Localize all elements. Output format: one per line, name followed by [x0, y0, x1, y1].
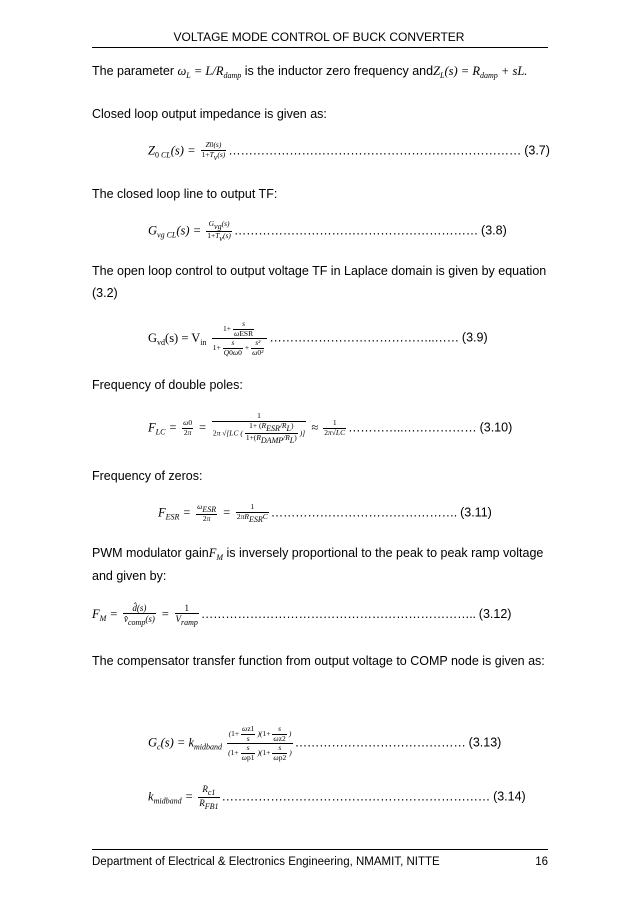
- equation-3-14: $k_{midband}$ = $\frac{Rc1}{\text{RFB1}}$ ………………………………………………………… (3.14): [148, 784, 526, 812]
- equation-3-9: $G_{vd}(s) = V_{in}$ 1+ $\frac{s}{\text{ωESR}}$ 1+ $\frac{s}{Q0\omega 0}$ + $\frac{\text{s²}}{\text{ω0²}}$ …………………………………..…… (3.9): [148, 319, 488, 357]
- paragraph-inductor-zero: The parameter $\omega_L = L/R_{damp}$ is the inductor zero frequency andZ$_L$(s) = $R_{damp}$ + sL.: [92, 64, 528, 80]
- paragraph-open-loop-line1: The open loop control to output voltage TF in Laplace domain is given by equation: [92, 264, 547, 278]
- equation-3-11: $F_{ESR}$ = $\frac{\text{ωESR}}{2\pi}$ = $\frac{1}{\text{2πRESRC}}$ ………………………………………. (3.11): [158, 502, 492, 524]
- paragraph-line-to-output: The closed loop line to output TF:: [92, 187, 278, 201]
- header-rule: [92, 47, 548, 48]
- equation-3-8: $G_{vg CL}(s)$ = $\frac{\text{Gvg(s)}}{1+Tv(s)}$ …………………………………………………… (3.8): [148, 219, 507, 244]
- paragraph-zeros: Frequency of zeros:: [92, 469, 203, 483]
- paragraph-double-poles: Frequency of double poles:: [92, 378, 243, 392]
- equation-3-7: $Z_{0 CL}(s)$ = $\frac{Z0(s)}{1+Tv(s)}$ ……………………………………………………………… (3.7): [148, 140, 550, 162]
- paragraph-compensator: The compensator transfer function from output voltage to COMP node is given as:: [92, 654, 545, 668]
- footer-department: Department of Electrical & Electronics Engineering, NMAMIT, NITTE: [92, 856, 440, 868]
- paragraph-open-loop-line2: (3.2): [92, 286, 118, 300]
- page-number: 16: [535, 856, 548, 868]
- equation-3-10: $F_{LC}$ = $\frac{\omega 0}{2\pi}$ = 1 2π √[LC ( $\frac{\text{1+ (RESR/RL)}}{\text{1+(RDAMP/RL)}}$ )] ≈ $\frac{1}{2\pi√LC}$ …………..……………… (3.10): [148, 411, 513, 445]
- paragraph-pwm-gain-line1: PWM modulator gainF$_M$ is inversely proportional to the peak to peak ramp voltage: [92, 546, 544, 562]
- running-header: VOLTAGE MODE CONTROL OF BUCK CONVERTER: [173, 30, 465, 44]
- footer-rule: [92, 849, 548, 850]
- paragraph-pwm-gain-line2: and given by:: [92, 569, 167, 583]
- paragraph-output-impedance: Closed loop output impedance is given as:: [92, 107, 327, 121]
- equation-3-12: $F_M$ = $\frac{d̂(s)}{\text{v̂comp(s)}}$ = $\frac{1}{\text{Vramp}}$ ………………………………………………………….. (3.12): [92, 603, 512, 628]
- equation-3-13: $G_c(s) = k_{midband}$ (1+ $\frac{\omega z1}{s}$ )(1+ $\frac{s}{\omega z2}$ ) (1+ $\frac{s}{\omega p1}$ )(1+ $\frac{s}{\omega p2}$ ) …………………………………… (3.13): [148, 724, 502, 762]
